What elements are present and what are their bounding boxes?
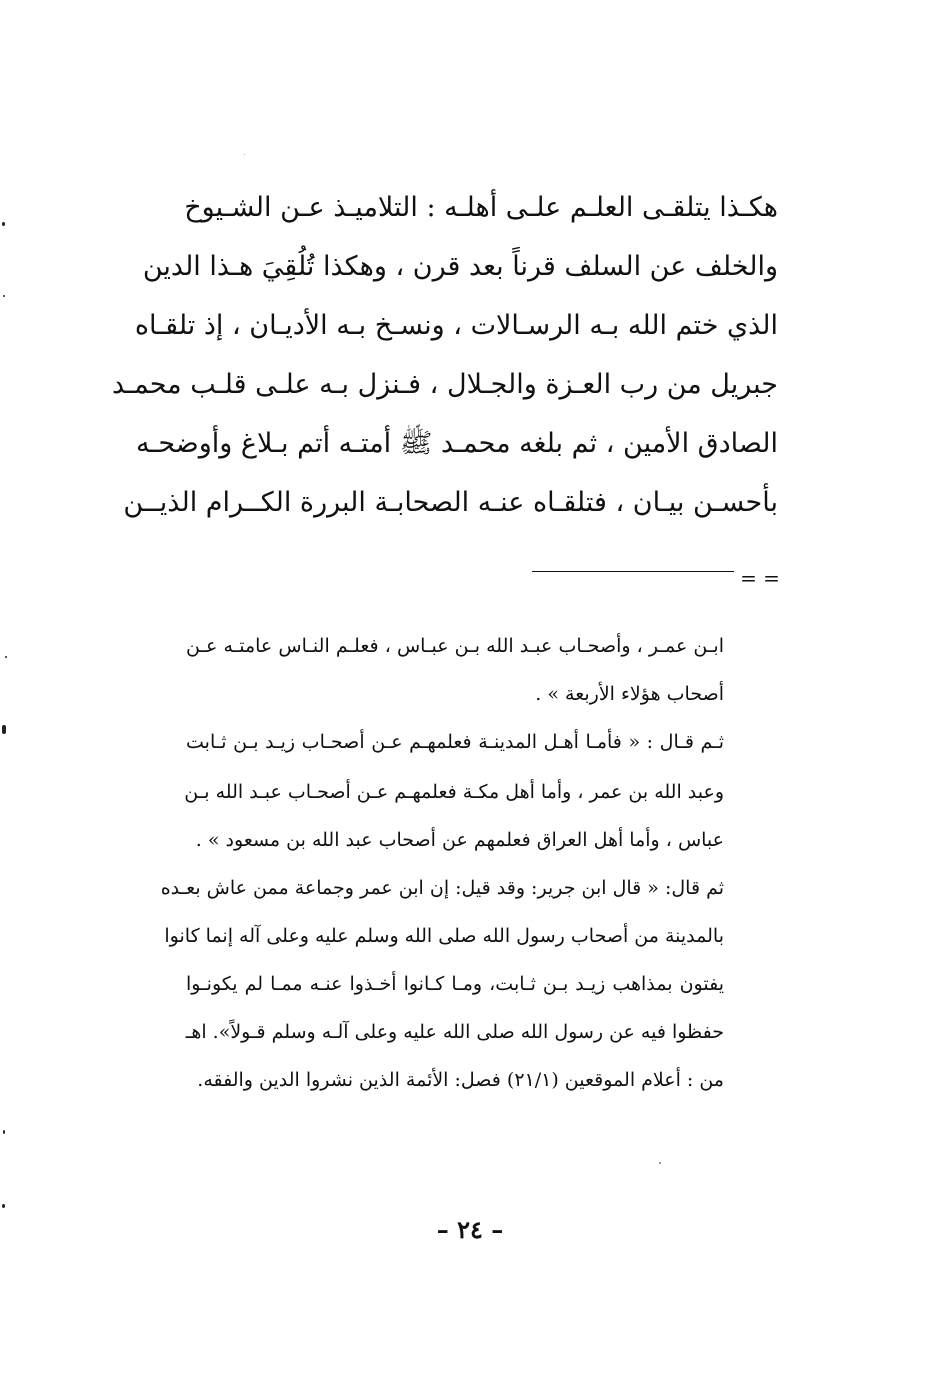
- main-text-line: الذي ختم الله بـه الرسـالات ، ونسـخ بـه الأديـان ، إذ تلقـاه: [134, 310, 778, 341]
- page-number: – ٢٤ –: [436, 1215, 504, 1244]
- footnote-line: ثـم قـال : « فأمـا أهـل المدينـة فعلمهـم عـن أصحـاب زيـد بـن ثـابت: [186, 731, 724, 753]
- scan-speck: [3, 295, 5, 297]
- scan-speck: [2, 725, 6, 734]
- scan-speck: [5, 656, 7, 658]
- main-text-line: والخلف عن السلف قرناً بعد قرن ، وهكذا تُلُقِيَ هـذا الدين: [142, 251, 778, 282]
- footnote-separator: [532, 571, 734, 572]
- footnote-continuation-marker: = =: [740, 566, 780, 590]
- scan-speck: [2, 222, 5, 226]
- main-text-line: بأحسـن بيـان ، فتلقـاه عنـه الصحابـة البررة الكــرام الذيــن: [123, 487, 778, 518]
- footnote-line: ثم قال: « قال ابن جرير: وقد قيل: إن ابن عمر وجماعة ممن عاش بعـده: [160, 877, 724, 899]
- scan-speck: [3, 1130, 5, 1134]
- main-text-line: هكـذا يتلقـى العلـم علـى أهلـه : التلاميـذ عـن الشـيوخ: [184, 192, 778, 223]
- main-text-line: الصادق الأمين ، ثم بلغه محمـد ﷺ أمتـه أتم بـلاغ وأوضحـه: [135, 428, 778, 459]
- footnote-line: ابـن عمـر ، وأصحـاب عبـد الله بـن عبـاس ، فعلـم النـاس عامتـه عـن: [186, 635, 724, 657]
- footnote-line: يفتون بمذاهب زيـد بـن ثـابت، ومـا كـانوا أخـذوا عنـه ممـا لم يكونـوا: [186, 973, 724, 995]
- footnote-line: من : أعلام الموقعين (٢١/١) فصل: الأئمة الذين نشروا الدين والفقه.: [197, 1069, 724, 1091]
- footnotes: [160, 620, 724, 1104]
- footnote-line: عباس ، وأما أهل العراق فعلمهم عن أصحاب عبد الله بن مسعود » .: [195, 829, 724, 851]
- scan-speck: [2, 1204, 5, 1208]
- scan-speck: [659, 1162, 661, 1164]
- footnote-line: بالمدينة من أصحاب رسول الله صلى الله وسلم عليه وعلى آله إنما كانوا: [164, 925, 724, 947]
- main-text: [112, 178, 778, 532]
- main-text-line: جبريل من رب العـزة والجـلال ، فـنزل بـه علـى قلـب محمـد: [112, 369, 778, 400]
- footnote-line: حفظوا فيه عن رسول الله صلى الله عليه وعلى آلـه وسلم قـولاً». اهـ: [185, 1021, 724, 1043]
- footnote-line: أصحاب هؤلاء الأربعة » .: [535, 683, 724, 705]
- footnote-line: وعبد الله بن عمر ، وأما أهل مكـة فعلمهـم عـن أصحـاب عبـد الله بـن: [184, 781, 724, 803]
- scan-speck: [244, 154, 245, 155]
